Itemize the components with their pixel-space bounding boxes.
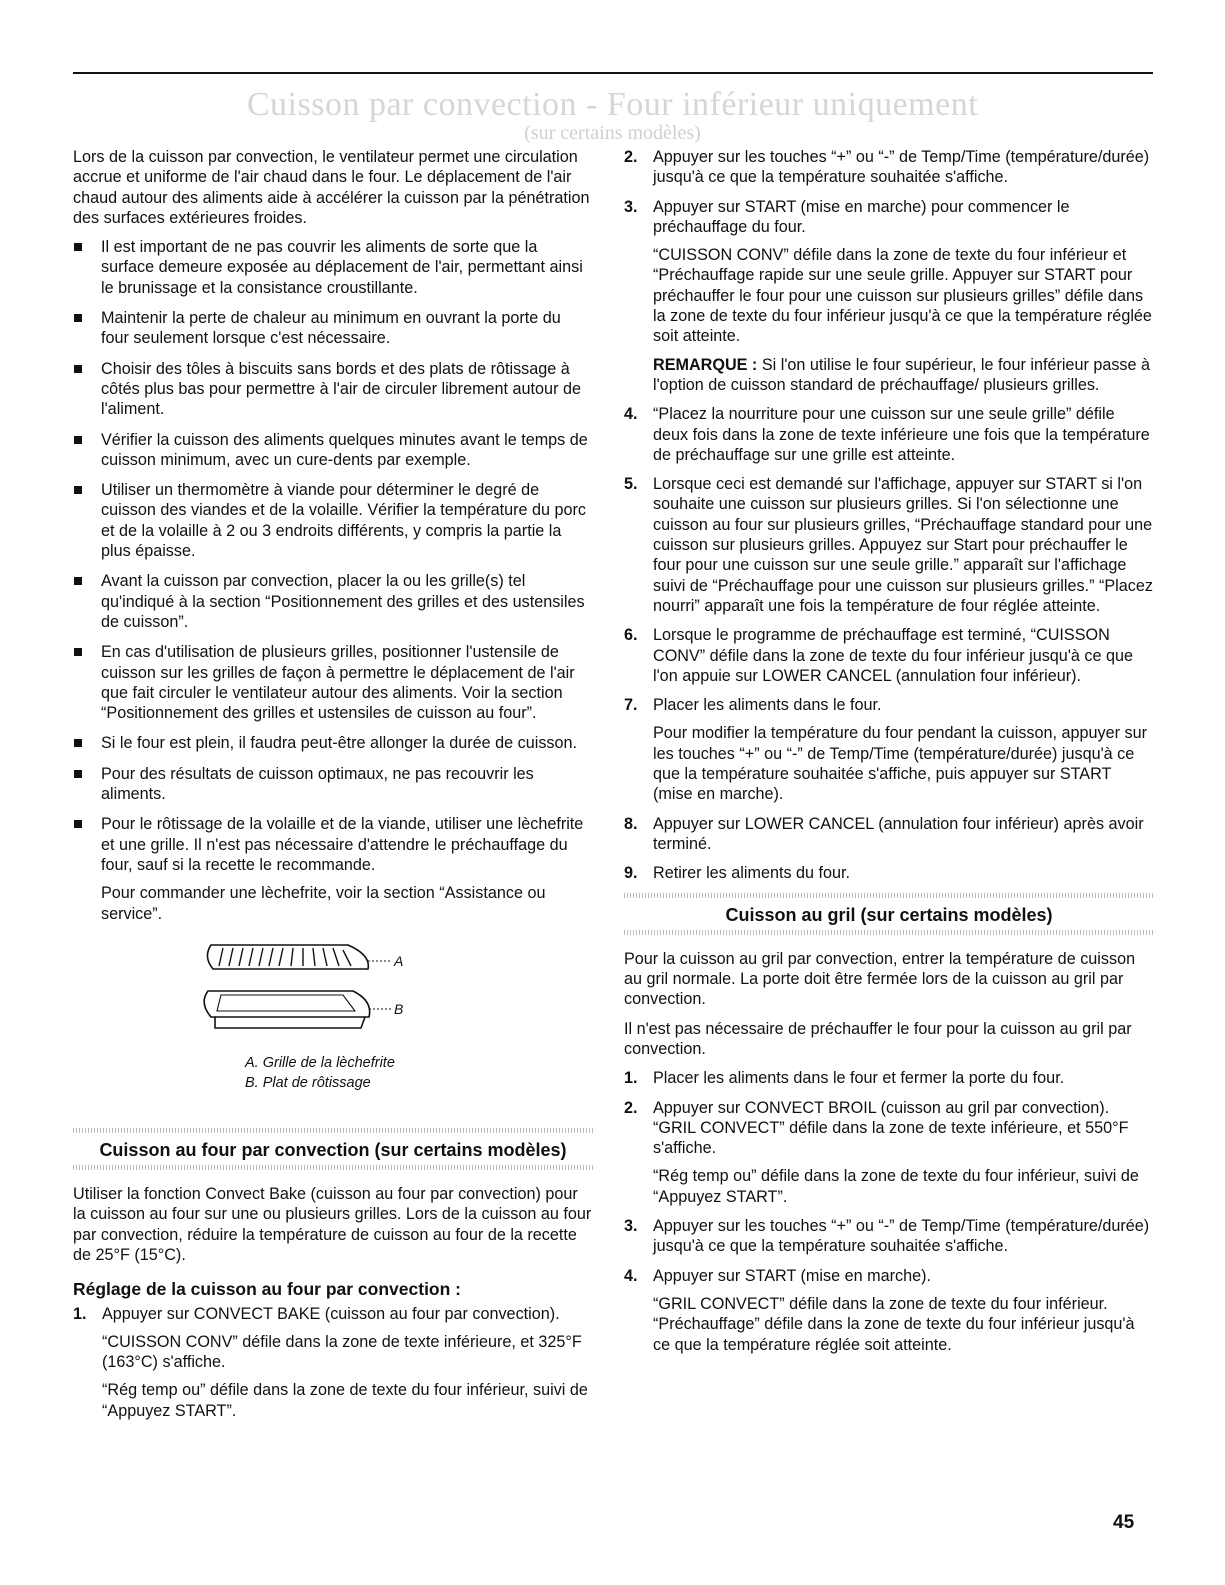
convect-bake-intro: Utiliser la fonction Convect Bake (cuisson au four par convection) pour la cuisson au four sur une ou plusieurs grilles. Lors de la cuisson au four par convection, réduire la température de cuisson au four de la recette de 25°F (15°C). xyxy=(73,1185,592,1264)
step-number: 7. xyxy=(624,696,638,715)
convect-bake-steps-continued xyxy=(624,147,1154,884)
step-number: 2. xyxy=(624,1098,638,1117)
step-number: 1. xyxy=(624,1069,638,1088)
list-item: 6. Lorsque le programme de préchauffage est terminé, “CUISSON CONV” défile dans la zone de texte du four inférieur jusqu'à ce que l'on appuie sur LOWER CANCEL (annulation four inférieur). xyxy=(624,626,1134,685)
list-item: 1. Appuyer sur CONVECT BAKE (cuisson au four par convection). “CUISSON CONV” défile dans la zone de texte inférieure, et 325°F (163°C) s'affiche. “Rég temp ou” défile dans la zone de texte du four inférieur, suivi de “Appuyez START”. xyxy=(73,1304,588,1420)
list-item: Pour des résultats de cuisson optimaux, ne pas recouvrir les aliments. xyxy=(73,764,593,805)
list-item: 8. Appuyer sur LOWER CANCEL (annulation four inférieur) après avoir terminé. xyxy=(624,814,1144,853)
square-bullet-icon xyxy=(74,314,82,322)
list-item: 9. Retirer les aliments du four. xyxy=(624,864,851,883)
figure-caption xyxy=(245,1053,395,1093)
square-bullet-icon xyxy=(74,577,82,585)
broiler-pan-figure xyxy=(73,933,593,1118)
broil-heading: Cuisson au gril (sur certains modèles) xyxy=(624,893,1154,935)
step-number: 1. xyxy=(73,1304,87,1323)
list-item: 7. Placer les aliments dans le four. Pour modifier la température du four pendant la cuisson, appuyer sur les touches “+” ou “-” de Temp/Time (température/durée) jusqu'à ce que la température souhaitée s'affiche, puis appuyer sur START (mise en marche). xyxy=(624,696,1147,804)
list-item: 2. Appuyer sur CONVECT BROIL (cuisson au gril par convection). “GRIL CONVECT” défile dans la zone de texte inférieure, et 550°F s'affiche. “Rég temp ou” défile dans la zone de texte du four inférieur, suivi de “Appuyez START”. xyxy=(624,1098,1139,1206)
list-item: 3. Appuyer sur START (mise en marche) pour commencer le préchauffage du four. “CUISSON CONV” défile dans la zone de texte du four inférieur et “Préchauffage rapide sur une seule grille. Appuyer sur START pour préchauffer le four pour une cuisson sur plusieurs grilles” défile dans la zone de texte du four inférieur jusqu'à ce que la température réglée soit atteinte. REMARQUE : Si l'on utilise le four supérieur, le four inférieur passe à l'option de cuisson standard de préchauffage/ plusieurs grilles. xyxy=(624,197,1154,396)
list-item: Vérifier la cuisson des aliments quelques minutes avant le temps de cuisson minimum, avec un cure-dents par exemple. xyxy=(73,430,593,471)
list-item: Choisir des tôles à biscuits sans bords et des plats de rôtissage à côtés plus bas pour permettre à l'air de circuler librement autour de l'aliment. xyxy=(73,359,593,420)
step-number: 5. xyxy=(624,475,638,494)
step-number: 2. xyxy=(624,148,638,166)
list-item: 4. Appuyer sur START (mise en marche). “GRIL CONVECT” défile dans la zone de texte du four inférieur. “Préchauffage” défile dans la zone de texte du four inférieur jusqu'à ce que la température réglée soit atteinte. xyxy=(624,1266,1135,1354)
top-rule xyxy=(73,72,1153,74)
step-number: 4. xyxy=(624,405,638,424)
page-subtitle: (sur certains modèles) xyxy=(524,122,701,144)
page-title: Cuisson par convection - Four inférieur uniquement xyxy=(246,86,979,123)
intro-paragraph: Lors de la cuisson par convection, le ventilateur permet une circulation accrue et uniforme de l'air chaud dans le four. Le déplacement de l'air chaud autour des aliments aide à accélérer la cuisson par la pénétration des surfaces extérieures froides. xyxy=(73,148,590,227)
square-bullet-icon xyxy=(74,648,82,656)
figure-label-a: A xyxy=(394,952,404,969)
step-number: 6. xyxy=(624,626,638,645)
step-number: 3. xyxy=(624,197,638,216)
caption-a: A. Grille de la lèchefrite xyxy=(245,1054,395,1071)
list-item: 4. “Placez la nourriture pour une cuisson sur une seule grille” défile deux fois dans la zone de texte inférieure une fois que la température de préchauffage sur une grille est atteinte. xyxy=(624,405,1150,464)
list-item: Il est important de ne pas couvrir les aliments de sorte que la surface demeure exposée au déplacement de l'air, permettant ainsi le brunissage et la consistance croustillante. xyxy=(73,237,593,298)
convect-bake-setting-heading: Réglage de la cuisson au four par convection : xyxy=(73,1279,461,1300)
square-bullet-icon xyxy=(74,365,82,373)
square-bullet-icon xyxy=(74,770,82,778)
square-bullet-icon xyxy=(74,243,82,251)
list-item: 2. Appuyer sur les touches “+” ou “-” de Temp/Time (température/durée) jusqu'à ce que la température souhaitée s'affiche. xyxy=(624,148,1150,187)
convect-bake-heading: Cuisson au four par convection (sur certains modèles) xyxy=(73,1128,593,1170)
list-item: Si le four est plein, il faudra peut-être allonger la durée de cuisson. xyxy=(73,733,593,753)
caption-b: B. Plat de rôtissage xyxy=(245,1074,371,1091)
list-item: En cas d'utilisation de plusieurs grilles, positionner l'ustensile de cuisson sur les grilles de façon à permettre le déplacement de l'air que fait circuler le ventilateur autour des aliments. Voir la section “Positionnement des grilles et ustensiles de cuisson au four”. xyxy=(73,642,593,723)
step-number: 3. xyxy=(624,1217,638,1236)
broil-intro: Pour la cuisson au gril par convection, entrer la température de cuisson au gril normale. La porte doit être fermée lors de la cuisson au gril par convection. xyxy=(624,949,1136,1009)
heading-hatch-top xyxy=(624,893,1154,898)
heading-hatch-bottom xyxy=(624,930,1154,935)
convect-bake-steps xyxy=(73,1304,593,1421)
square-bullet-icon xyxy=(74,739,82,747)
list-item: Pour le rôtissage de la volaille et de la viande, utiliser une lèchefrite et une grille. Il n'est pas nécessaire d'attendre le préchauffage du four, sauf si la recette le recommande. xyxy=(73,814,593,875)
broil-steps xyxy=(624,1068,1154,1355)
list-item: 3. Appuyer sur les touches “+” ou “-” de Temp/Time (température/durée) jusqu'à ce que la température souhaitée s'affiche. xyxy=(624,1217,1150,1256)
list-item: 5. Lorsque ceci est demandé sur l'affichage, appuyer sur START si l'on souhaite une cuisson sur plusieurs grilles. Si l'on sélectionne une cuisson au four sur plusieurs grilles, “Préchauffage standard pour une cuisson sur plusieurs grilles. Appuyez sur Start pour préchauffer le four pour une cuisson sur une seule grille.” apparaît sur l'affichage suivi de “Préchauffage pour une cuisson sur plusieurs grilles.” “Placez nourri” apparaît une fois la température de four réglée atteinte. xyxy=(624,475,1153,615)
order-broiler-pan-note: Pour commander une lèchefrite, voir la section “Assistance ou service”. xyxy=(101,884,546,923)
heading-hatch-bottom xyxy=(73,1165,593,1170)
square-bullet-icon xyxy=(74,486,82,494)
list-item: Utiliser un thermomètre à viande pour déterminer le degré de cuisson des viandes et de la volaille. Vérifier la température du porc et de la volaille à 2 ou 3 endroits différents, y compris la partie la plus épaisse. xyxy=(73,480,593,561)
step-number: 4. xyxy=(624,1266,638,1285)
step-number: 9. xyxy=(624,864,638,883)
square-bullet-icon xyxy=(74,820,82,828)
list-item: 1. Placer les aliments dans le four et fermer la porte du four. xyxy=(624,1069,1065,1088)
figure-label-b: B xyxy=(394,1000,404,1017)
heading-hatch-top xyxy=(73,1128,593,1133)
broiler-pan-illustration xyxy=(193,933,493,1051)
step-number: 8. xyxy=(624,814,638,833)
page-number: 45 xyxy=(1113,1512,1135,1533)
tips-list xyxy=(73,237,593,875)
broil-preheat-note: Il n'est pas nécessaire de préchauffer le four pour la cuisson au gril par convection. xyxy=(624,1019,1132,1058)
roasting-pan-icon xyxy=(204,991,391,1028)
square-bullet-icon xyxy=(74,436,82,444)
list-item: Maintenir la perte de chaleur au minimum en ouvrant la porte du four seulement lorsque c'est nécessaire. xyxy=(73,308,593,349)
broiler-grid-icon xyxy=(207,945,391,969)
left-column xyxy=(73,147,593,1430)
list-item: Avant la cuisson par convection, placer la ou les grille(s) tel qu'indiqué à la section “Positionnement des grilles et des ustensiles de cuisson”. xyxy=(73,571,593,632)
remark-note: REMARQUE : Si l'on utilise le four supérieur, le four inférieur passe à l'option de cuisson standard de préchauffage/ plusieurs grilles. xyxy=(653,355,1151,394)
right-column xyxy=(624,147,1154,1364)
